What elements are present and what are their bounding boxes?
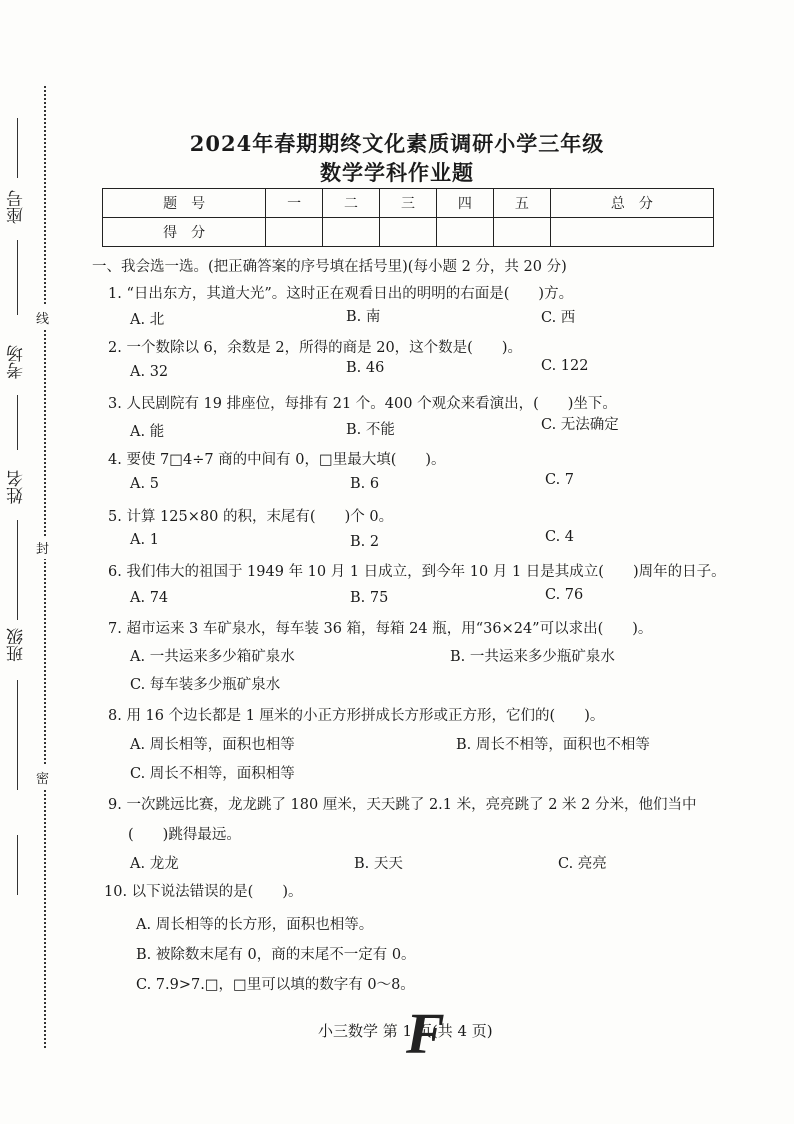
question-9-continued: ( )跳得最远。 xyxy=(128,827,241,843)
score-cell: 三 xyxy=(380,189,437,218)
binding-word-seal: 封 xyxy=(36,536,49,559)
option: C. 76 xyxy=(545,587,584,603)
question-2: 2. 一个数除以 6，余数是 2，所得的商是 20，这个数是( )。 xyxy=(108,340,522,356)
option: A. 龙龙 xyxy=(130,856,179,872)
question-1: 1. “日出东方，其道大光”。这时正在观看日出的明明的右面是( )方。 xyxy=(108,286,574,302)
option: A. 32 xyxy=(130,364,169,380)
bottom-underline-2 xyxy=(17,835,18,895)
class-underline xyxy=(17,520,18,620)
option: A. 74 xyxy=(130,590,169,606)
question-9: 9. 一次跳远比赛，龙龙跳了 180 厘米，天天跳了 2.1 米，亮亮跳了 2 米 2 分米，他们当中 xyxy=(108,797,697,813)
option: C. 亮亮 xyxy=(558,856,607,872)
binding-dotted-line xyxy=(44,86,46,1048)
score-input-cell[interactable] xyxy=(493,218,550,247)
option: B. 不能 xyxy=(346,422,395,438)
option: A. 5 xyxy=(130,476,159,492)
question-4: 4. 要使 7□4÷7 商的中间有 0，□里最大填( )。 xyxy=(108,452,446,468)
score-input-cell[interactable] xyxy=(380,218,437,247)
option: C. 周长不相等，面积相等 xyxy=(130,766,295,782)
score-table-header-row xyxy=(103,189,714,218)
question-6: 6. 我们伟大的祖国于 1949 年 10 月 1 日成立，到今年 10 月 1 日是其成立( )周年的日子。 xyxy=(108,564,726,580)
option: B. 2 xyxy=(350,534,380,550)
option: C. 7 xyxy=(545,472,575,488)
score-input-cell[interactable] xyxy=(323,218,380,247)
question-8: 8. 用 16 个边长都是 1 厘米的小正方形拼成长方形或正方形，它们的( )。 xyxy=(108,708,605,724)
page-subtitle: 数学学科作业题 xyxy=(320,160,474,185)
score-cell: 五 xyxy=(493,189,550,218)
page-footer: 小三数学 第 1 页(共 4 页) xyxy=(318,1022,493,1040)
option: B. 周长不相等，面积也不相等 xyxy=(456,737,650,753)
score-cell: 题 号 xyxy=(103,189,266,218)
question-7: 7. 超市运来 3 车矿泉水，每车装 36 箱，每箱 24 瓶，用“36×24”可以求出( )。 xyxy=(108,621,653,637)
page-title: 2024年春期期终文化素质调研小学三年级 xyxy=(189,131,605,156)
seat-label: 座号 xyxy=(7,190,27,224)
option: B. 75 xyxy=(350,590,389,606)
option: C. 每车装多少瓶矿泉水 xyxy=(130,677,281,693)
score-cell: 二 xyxy=(323,189,380,218)
option: A. 周长相等，面积也相等 xyxy=(130,737,295,753)
option: B. 南 xyxy=(346,309,381,325)
option: C. 无法确定 xyxy=(541,417,619,433)
name-underline xyxy=(17,395,18,450)
score-table xyxy=(102,188,714,247)
binding-word-line: 线 xyxy=(36,306,49,329)
score-cell: 四 xyxy=(436,189,493,218)
score-cell: 总 分 xyxy=(550,189,713,218)
score-input-cell[interactable] xyxy=(436,218,493,247)
option: A. 能 xyxy=(130,424,165,440)
score-input-cell[interactable] xyxy=(266,218,323,247)
option: A. 1 xyxy=(130,532,159,548)
bottom-underline xyxy=(17,680,18,790)
score-cell: 一 xyxy=(266,189,323,218)
question-10: 10. 以下说法错误的是( )。 xyxy=(104,884,303,900)
option: C. 西 xyxy=(541,310,576,326)
room-label: 考场 xyxy=(7,345,27,379)
option: C. 7.9>7.□，□里可以填的数字有 0～8。 xyxy=(136,977,415,993)
question-5: 5. 计算 125×80 的积，末尾有( )个 0。 xyxy=(108,509,394,525)
option: C. 4 xyxy=(545,529,575,545)
stamp-letter: F xyxy=(406,1001,445,1066)
room-underline xyxy=(17,240,18,315)
option: A. 北 xyxy=(130,312,165,328)
question-3: 3. 人民剧院有 19 排座位，每排有 21 个。400 个观众来看演出，( )坐下。 xyxy=(108,396,617,412)
option: A. 周长相等的长方形，面积也相等。 xyxy=(136,917,374,933)
option: B. 6 xyxy=(350,476,380,492)
score-input-cell[interactable] xyxy=(550,218,713,247)
option: C. 122 xyxy=(541,358,589,374)
binding-word-secret: 密 xyxy=(36,766,49,789)
option: B. 一共运来多少瓶矿泉水 xyxy=(450,649,615,665)
option: B. 被除数末尾有 0，商的末尾不一定有 0。 xyxy=(136,947,416,963)
option: B. 天天 xyxy=(354,856,403,872)
class-label: 班级 xyxy=(7,628,27,662)
score-table-score-row xyxy=(103,218,714,247)
section-heading: 一、我会选一选。(把正确答案的序号填在括号里)(每小题 2 分，共 20 分) xyxy=(92,259,567,275)
score-cell: 得 分 xyxy=(103,218,266,247)
option: A. 一共运来多少箱矿泉水 xyxy=(130,649,295,665)
name-label: 姓名 xyxy=(7,470,27,504)
option: B. 46 xyxy=(346,360,385,376)
